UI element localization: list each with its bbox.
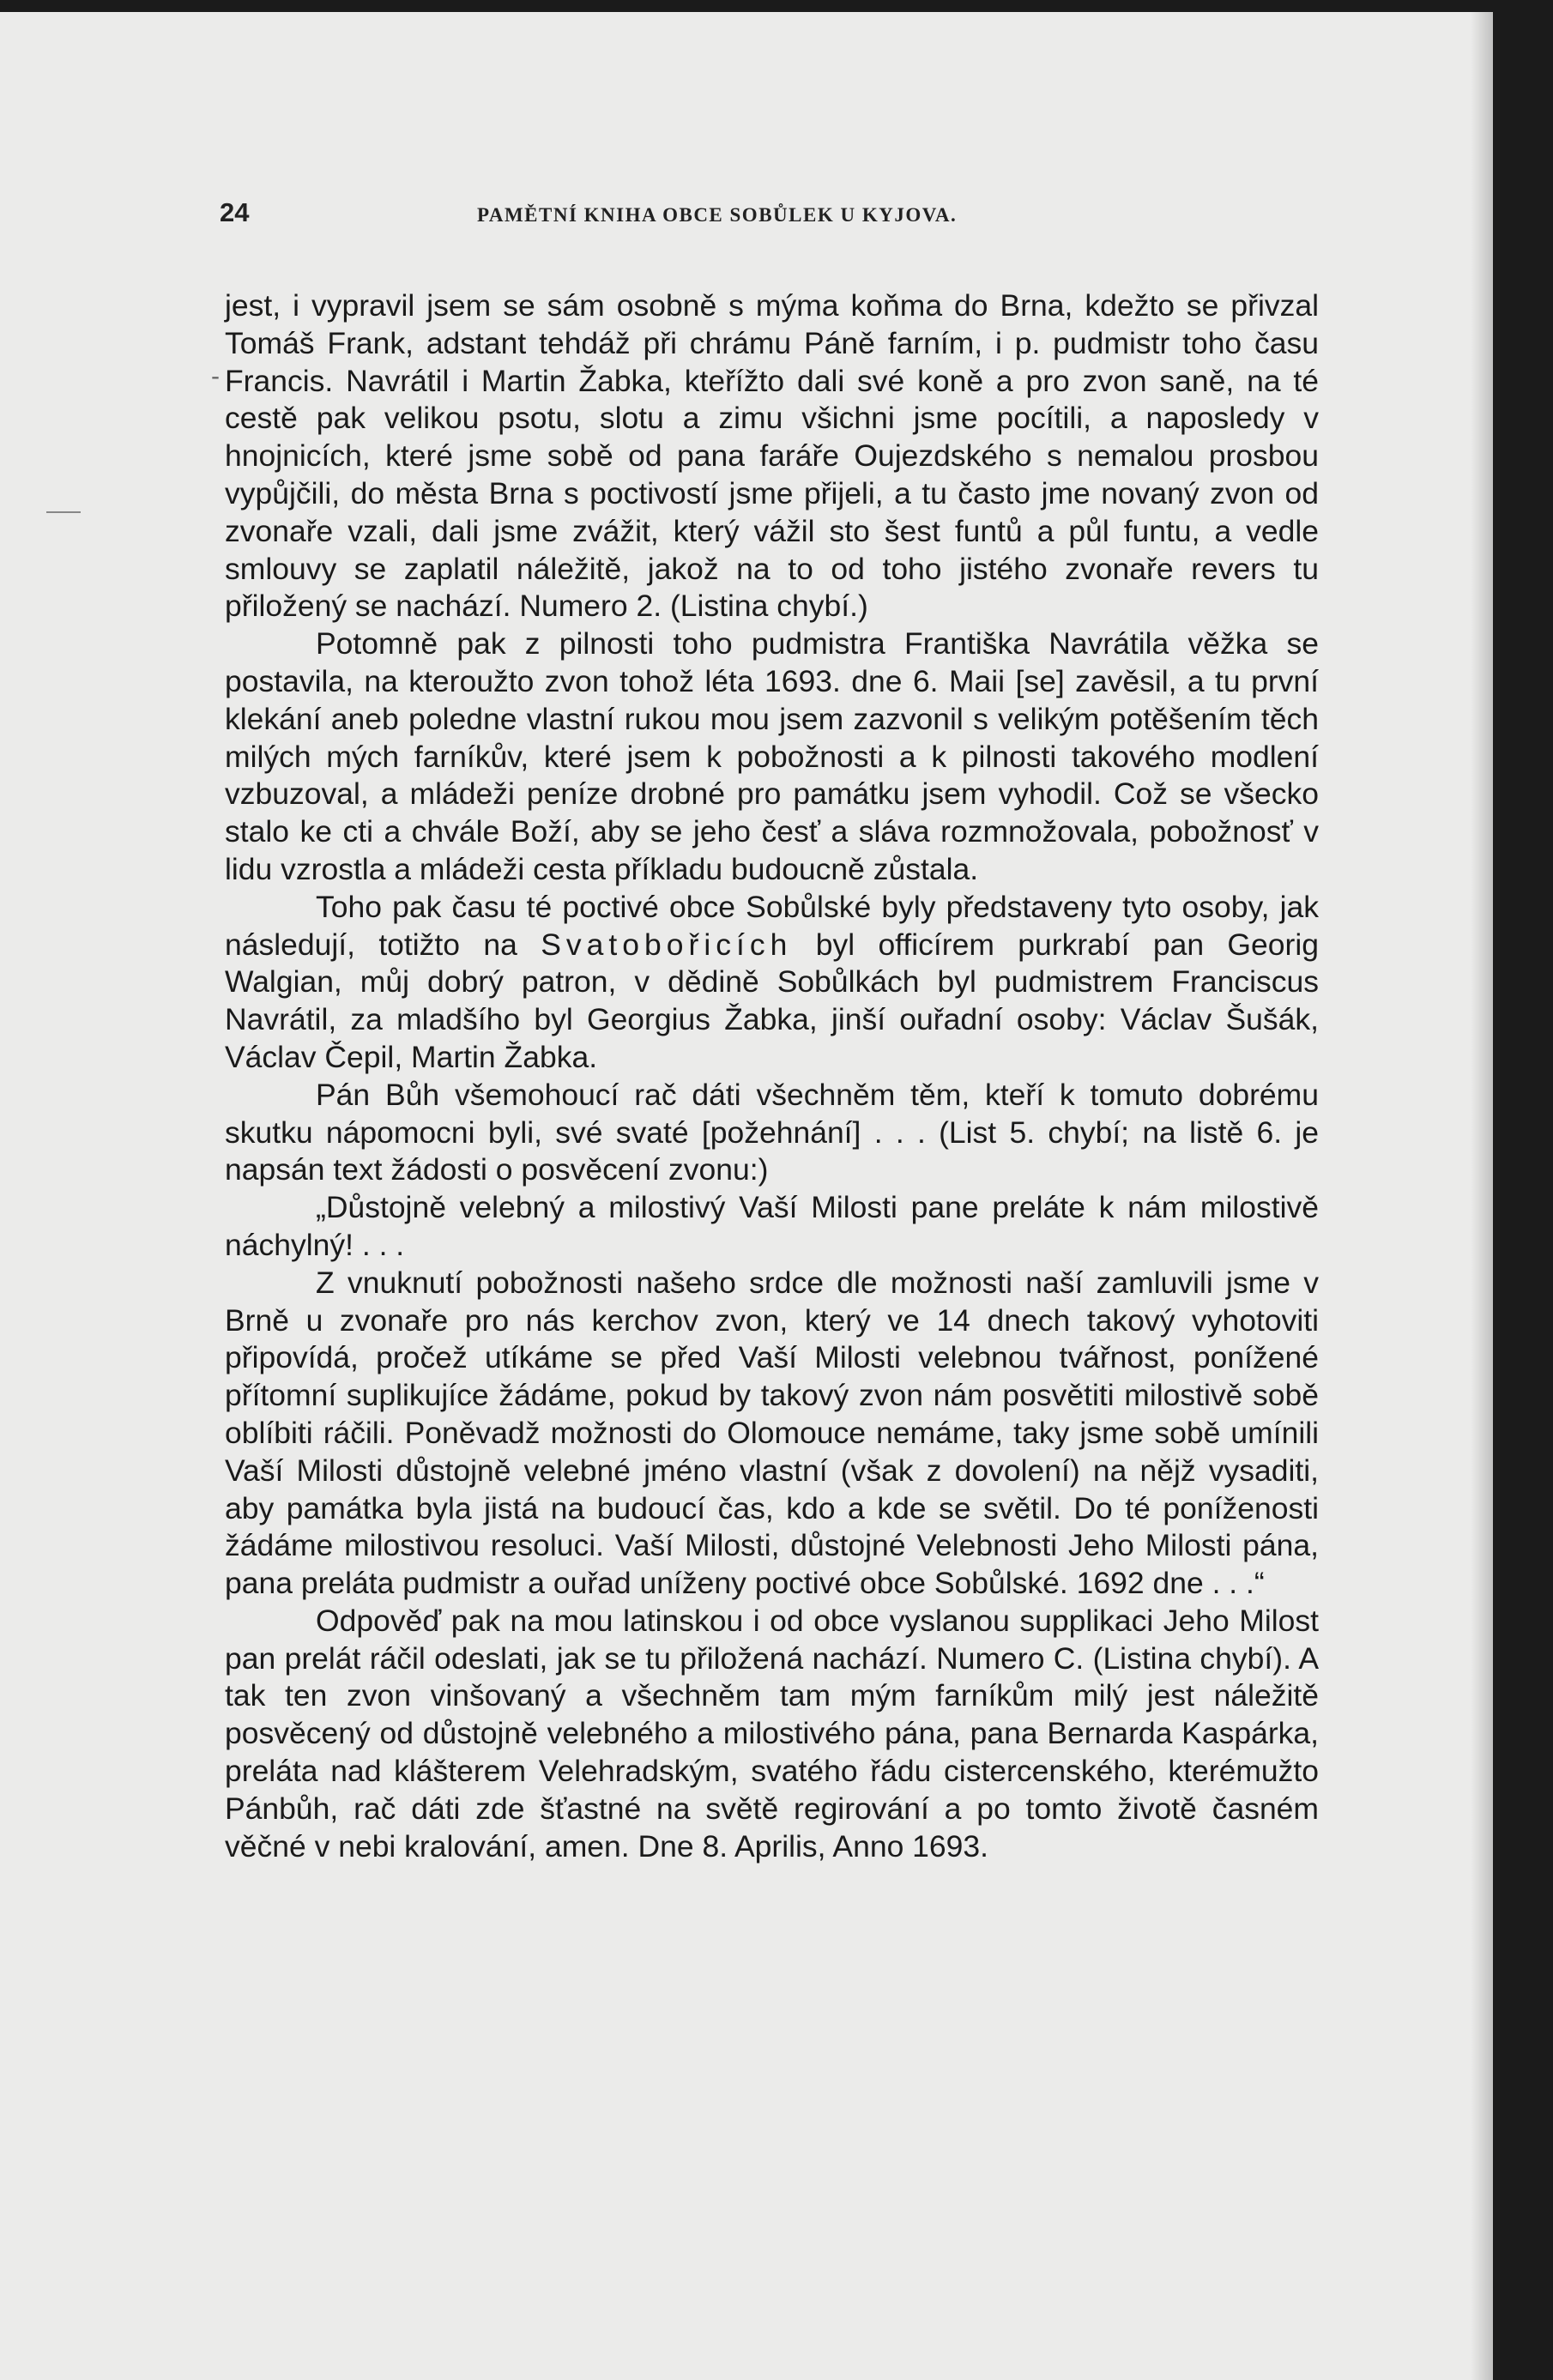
margin-dash-mark: - bbox=[211, 362, 220, 390]
page-edge-shadow bbox=[1471, 12, 1493, 2380]
spaced-place-name: Svatobořicích bbox=[541, 927, 793, 962]
paragraph-2: Potomně pak z pilnosti toho pudmistra Františka Navrátila věžka se postavila, na kteroužto zvon tohož léta 1693. dne 6. Maii [se] zavěsil, a tu první klekání aneb poledne vlastní rukou mou jsem zazvonil s velikým potěšením těch milých mých farníkův, které jsem k pobožnosti a k pilnosti takového modlení vzbuzoval, a mládeži peníze drobné pro památku jsem vyhodil. Což se všecko stalo ke cti a chvále Boží, aby se jeho česť a sláva rozmnožovala, pobožnosť v lidu vzrostla a mládeži cesta příkladu budoucně zůstala. bbox=[225, 626, 1319, 886]
paragraph-4: Pán Bůh všemohoucí rač dáti všechněm těm, kteří k tomuto dobrému skutku nápomocni byli, své svaté [požehnání] . . . (List 5. chybí; na listě 6. je napsán text žádosti o posvěcení zvonu:) bbox=[225, 1077, 1319, 1187]
paragraph-1: jest, i vypravil jsem se sám osobně s mýma koňma do Brna, kdežto se přivzal Tomáš Frank, adstant tehdáž při chrámu Páně farním, i p. pudmistr toho času Francis. Navrátil i Martin Žabka, kteřížto dali své koně a pro zvon saně, na té cestě pak velikou psotu, slotu a zimu všichni jsme pocítili, a naposledy v hnojnicích, které jsme sobě od pana faráře Oujezdského s nemalou prosbou vypůjčili, do města Brna s poctivostí jsme přijeli, a tu často jme novaný zvon od zvonaře vzali, dali jsme zvážit, který vážil sto šest funtů a půl funtu, a vedle smlouvy se zaplatil náležitě, jakož na to od toho jistého zvonaře revers tu přiložený se nachází. Numero 2. (Listina chybí.) bbox=[225, 288, 1319, 624]
page-header bbox=[220, 197, 1326, 240]
paragraph-6: Z vnuknutí pobožnosti našeho srdce dle možnosti naší zamluvili jsme v Brně u zvonaře pro nás kerchov zvon, který ve 14 dnech takový vyhotoviti připovídá, pročež utíkáme se před Vaší Milosti velebnou tvářnost, ponížené přítomní suplikujíce žádáme, pokud by takový zvon nám posvětiti milostivě sobě oblíbiti ráčili. Poněvadž možnosti do Olomouce nemáme, taky jsme sobě umínili Vaší Milosti důstojně velebné jméno vlastní (však z dovolení) na nějž vysaditi, aby památka byla jistá na budoucí čas, kdo a kde se světil. Do té poníženosti žádáme milostivou resoluci. Vaší Milosti, důstojné Velebnosti Jeho Milosti pána, pana preláta pudmistr a ouřad uníženy poctivé obce Sobůlské. 1692 dne . . .“ bbox=[225, 1265, 1319, 1601]
paragraph-3-end: byl officírem purkrabí pan Georig Walgian, můj dobrý patron, v dědině Sobůlkách byl pudmistrem Franciscus Navrátil, za mladšího byl Georgius Žabka, jinší ouřadní osoby: Václav Šušák, Václav Čepil, Martin Žabka. bbox=[225, 927, 1319, 1074]
body-text bbox=[225, 287, 1319, 1865]
margin-line-mark bbox=[46, 511, 81, 513]
paragraph-3 bbox=[225, 889, 1319, 1077]
book-page bbox=[0, 12, 1493, 2380]
paragraph-7: Odpověď pak na mou latinskou i od obce vyslanou supplikaci Jeho Milost pan prelát ráčil odeslati, jak se tu přiložená nachází. Numero C. (Listina chybí). A tak ten zvon vinšovaný a všechněm tam mým farníkům milý jest náležitě posvěcený od důstojně velebného a milostivého pána, pana Bernarda Kaspárka, preláta nad klášterem Velehradským, svatého řádu cistercenského, kterémužto Pánbůh, rač dáti zde šťastné na světě regirování a po tomto životě časném věčné v nebi kralování, amen. Dne 8. Aprilis, Anno 1693. bbox=[225, 1603, 1319, 1864]
page-number: 24 bbox=[220, 197, 250, 227]
paragraph-3-start: Toho pak času té poctivé obce Sobůlské byly představeny tyto osoby, jak následují, totižto na bbox=[225, 889, 1319, 962]
running-head: PAMĚTNÍ KNIHA OBCE SOBŮLEK U KYJOVA. bbox=[477, 204, 958, 226]
paragraph-5: „Důstojně velebný a milostivý Vaší Milosti pane preláte k nám milostivě náchylný! . . . bbox=[225, 1190, 1319, 1262]
